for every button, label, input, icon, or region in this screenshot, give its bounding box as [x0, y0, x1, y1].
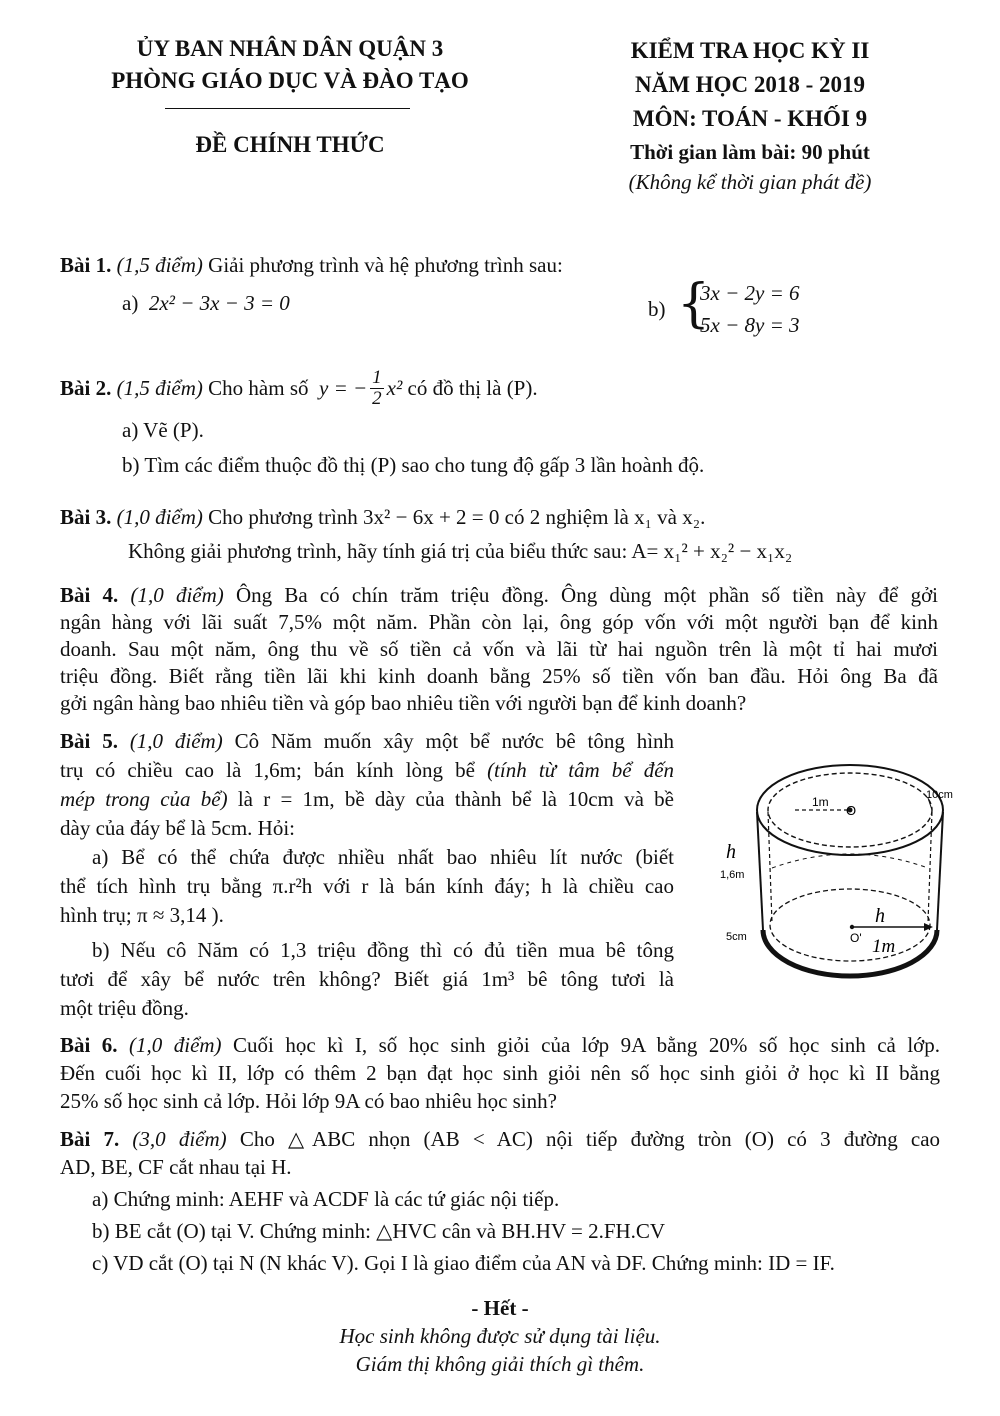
bottom-center-point	[850, 925, 854, 929]
bai7-line2: AD, BE, CF cắt nhau tại H.	[60, 1155, 292, 1179]
bai5-line8: b) Nếu cô Năm có 1,3 triệu đồng thì có đủ tiền mua bê tông	[92, 938, 674, 962]
bai2-fn-den: 2	[372, 387, 382, 409]
system-brace-icon: {	[677, 274, 711, 334]
bai6-points: (1,0 điểm)	[129, 1033, 222, 1057]
bai5-label: Bài 5.	[60, 729, 118, 753]
fig-label-o-prime: O'	[850, 931, 862, 945]
bai4-line4: triệu đồng. Biết rằng tiền lãi khi kinh doanh bằng 25% số tiền vốn ban đầu. Hỏi ông Ba đã	[60, 664, 938, 688]
bai1-part-a	[122, 288, 290, 318]
bai2-fraction	[370, 368, 384, 409]
tank-inner-bottom	[770, 889, 930, 961]
bai2-points: (1,5 điểm)	[116, 376, 203, 400]
end-marker: - Hết -	[471, 1296, 529, 1320]
tank-inner-left-wall	[768, 812, 772, 922]
bai1-b-eq2: 5x − 8y = 3	[700, 313, 800, 337]
bai5-line3	[60, 784, 674, 814]
bai6-label: Bài 6.	[60, 1033, 118, 1057]
footer-note-2: Giám thị không giải thích gì thêm.	[355, 1352, 645, 1376]
bai3-points: (1,0 điểm)	[116, 505, 203, 529]
bai5-line2	[60, 755, 674, 785]
bai5-text-3b: là r = 1m, bề dày của thành bể là 10cm và bề	[237, 787, 674, 811]
fig-label-5cm: 5cm	[726, 931, 747, 943]
footer-note-1: Học sinh không được sử dụng tài liệu.	[339, 1324, 661, 1348]
fig-label-1m-bottom: 1m	[872, 936, 896, 957]
bai2-fn-left: y = −	[319, 376, 368, 400]
bai7-part-a: a) Chứng minh: AEHF và ACDF là các tứ giác nội tiếp.	[92, 1187, 560, 1211]
office-name: PHÒNG GIÁO DỤC VÀ ĐÀO TẠO	[111, 68, 469, 93]
exam-time-note: (Không kể thời gian phát đề)	[628, 170, 872, 194]
bai1-text: Giải phương trình và hệ phương trình sau:	[208, 253, 563, 277]
bai2-text-pre: Cho hàm số	[208, 376, 309, 400]
bai7-label: Bài 7.	[60, 1127, 120, 1151]
bai7-part-c: c) VD cắt (O) tại N (N khác V). Gọi I là giao điểm của AN và DF. Chứng minh: ID = IF.	[92, 1251, 835, 1275]
tank-inner-right-wall	[928, 812, 932, 922]
bai7-text-1: Cho △ABC nhọn (AB < AC) nội tiếp đường tròn (O) có 3 đường cao	[239, 1127, 940, 1151]
radius-arrowhead-icon	[924, 923, 933, 931]
bai5-line9: tươi để xây bể nước trên không? Biết giá 1m³ bê tông tươi là	[60, 967, 674, 991]
fig-label-1m-top: 1m	[812, 795, 829, 809]
school-year: NĂM HỌC 2018 - 2019	[635, 72, 865, 97]
fig-label-h2: h	[875, 905, 885, 927]
bai4-label: Bài 4.	[60, 583, 119, 607]
bai6-line1	[60, 1030, 940, 1060]
exam-time: Thời gian làm bài: 90 phút	[630, 140, 870, 164]
bai2-fn-right: x²	[386, 376, 403, 400]
bai2-label: Bài 2.	[60, 376, 112, 400]
bai1-a-label: a)	[122, 291, 139, 315]
bai7-line1	[60, 1124, 940, 1154]
bai6-line2: Đến cuối học kì II, lớp có thêm 2 bạn đạt học sinh giỏi nên số học sinh giỏi ở học kì II bằng	[60, 1061, 940, 1085]
bai5-text-2b: (tính từ tâm bể đến	[487, 758, 674, 782]
bai7-part-b: b) BE cắt (O) tại V. Chứng minh: △HVC cân và BH.HV = 2.FH.CV	[92, 1219, 666, 1243]
fig-label-10cm: 10cm	[926, 789, 953, 801]
bai2-text-post: có đồ thị là (P).	[407, 376, 538, 400]
bai4-line2: ngân hàng với lãi suất 7,5% một năm. Phần còn lại, ông góp vốn với một người bạn để kinh	[60, 610, 938, 634]
bai2-fn-num: 1	[372, 366, 382, 388]
bai3-heading	[60, 502, 705, 532]
bai5-line10: một triệu đồng.	[60, 996, 189, 1020]
bai4-text-1: Ông Ba có chín trăm triệu đồng. Ông dùng một phần số tiền này để gởi	[235, 583, 938, 607]
bai5-line5: a) Bể có thể chứa được nhiều nhất bao nhiêu lít nước (biết	[92, 845, 674, 869]
bai5-text-1: Cô Năm muốn xây một bể nước bê tông hình	[234, 729, 674, 753]
department-name: ỦY BAN NHÂN DÂN QUẬN 3	[136, 36, 444, 61]
bai4-line5: gởi ngân hàng bao nhiêu tiền và góp bao nhiêu tiền với người bạn để kinh doanh?	[60, 691, 747, 715]
bai4-line3: doanh. Sau một năm, ông thu về số tiền cả vốn và lãi từ hai nguồn trên là một tỉ hai mươi	[60, 637, 938, 661]
bai1-b-label: b)	[648, 297, 666, 321]
bai5-line7: hình trụ; π ≈ 3,14 ).	[60, 903, 224, 927]
cylinder-tank-figure	[700, 740, 970, 1010]
bai1-label: Bài 1.	[60, 253, 112, 277]
bai4-points: (1,0 điểm)	[130, 583, 224, 607]
bai3-label: Bài 3.	[60, 505, 112, 529]
bai1-heading	[60, 250, 563, 280]
fig-label-1-6m: 1,6m	[720, 869, 745, 881]
bai7-points: (3,0 điểm)	[132, 1127, 227, 1151]
official-label: ĐỀ CHÍNH THỨC	[195, 132, 385, 157]
bai3-line2: Không giải phương trình, hãy tính giá trị của biểu thức sau: A= x₁² + x₂² − x₁x₂	[128, 539, 793, 563]
bai2-heading	[60, 364, 538, 412]
bai5-text-3a: mép trong của bể)	[60, 787, 228, 811]
bai1-a-equation: 2x² − 3x − 3 = 0	[148, 291, 290, 315]
bai1-points: (1,5 điểm)	[116, 253, 203, 277]
bai1-b-eq1: 3x − 2y = 6	[700, 281, 800, 305]
bai4-line1	[60, 580, 938, 610]
bai6-line3: 25% số học sinh cả lớp. Hỏi lớp 9A có bao nhiêu học sinh?	[60, 1089, 557, 1113]
subject: MÔN: TOÁN - KHỐI 9	[632, 106, 868, 131]
fig-label-o-top: O	[846, 803, 857, 818]
bai6-text-1: Cuối học kì I, số học sinh giỏi của lớp 9A bằng 20% số học sinh cả lớp.	[233, 1033, 940, 1057]
bai5-points: (1,0 điểm)	[129, 729, 223, 753]
bai2-part-a: a) Vẽ (P).	[122, 418, 204, 442]
bai2-part-b: b) Tìm các điểm thuộc đồ thị (P) sao cho tung độ gấp 3 lần hoành độ.	[122, 453, 705, 477]
tank-left-wall	[757, 812, 763, 930]
bai5-line6: thể tích hình trụ bằng π.r²h với r là bán kính đáy; h là chiều cao	[60, 874, 674, 898]
tank-middle-line	[772, 854, 928, 868]
bai5-line4: dày của đáy bể là 5cm. Hỏi:	[60, 816, 295, 840]
exam-title: KIỂM TRA HỌC KỲ II	[630, 38, 870, 63]
bai5-line1	[60, 726, 674, 756]
bai5-text-2a: trụ có chiều cao là 1,6m; bán kính lòng bể	[60, 758, 475, 782]
header-divider	[165, 108, 410, 109]
tank-right-wall	[937, 812, 943, 930]
fig-label-h: h	[726, 841, 736, 863]
bai3-line1: Cho phương trình 3x² − 6x + 2 = 0 có 2 nghiệm là x₁ và x₂.	[208, 505, 706, 529]
